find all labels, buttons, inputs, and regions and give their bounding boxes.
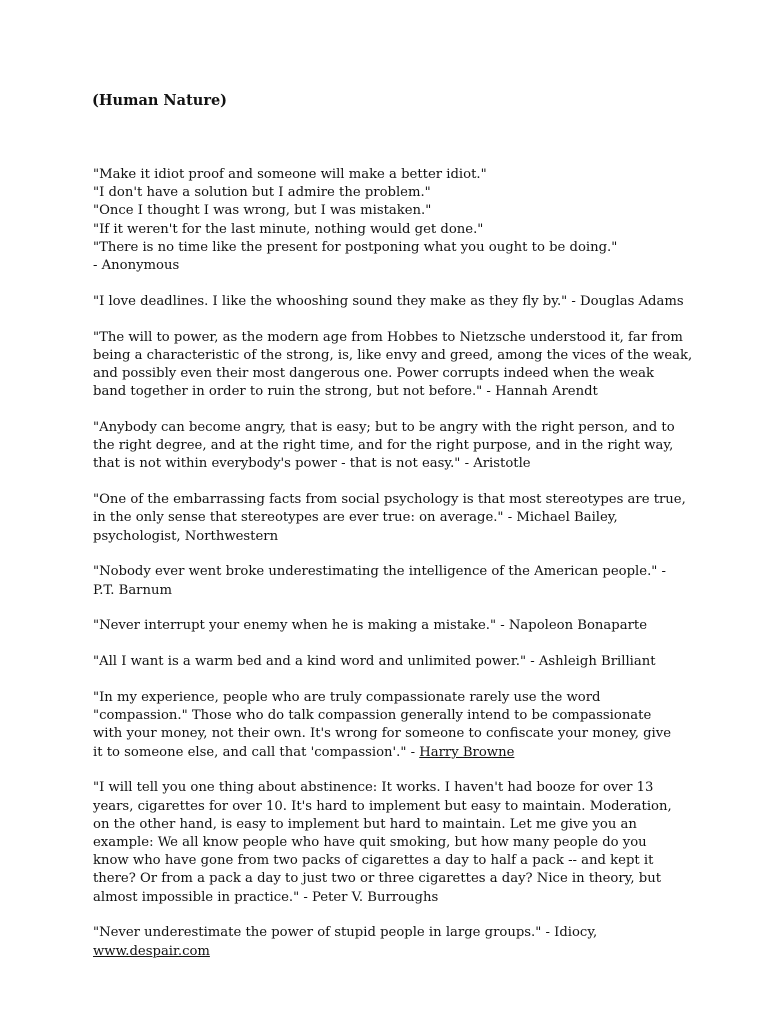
quote-line: and possibly even their most dangerous one. Power corrupts indeed when the weak bbox=[93, 366, 654, 382]
quote-line: psychologist, Northwestern bbox=[93, 528, 279, 544]
quote-line: "Anybody can become angry, that is easy; but to be angry with the right person, and to bbox=[93, 420, 675, 436]
quote-line: "I don't have a solution but I admire the problem." bbox=[93, 185, 431, 201]
page-title: (Human Nature) bbox=[92, 92, 228, 109]
quote-text: it to someone else, and call that 'compassion'." - bbox=[93, 744, 420, 760]
quote-line: being a characteristic of the strong, is, like envy and greed, among the vices of the weak, bbox=[93, 347, 693, 363]
quote-line: P.T. Barnum bbox=[93, 582, 172, 598]
quote-line bbox=[93, 943, 683, 961]
quote-paragraph bbox=[93, 653, 683, 671]
quote-line: on the other hand, is easy to implement but hard to maintain. Let me give you an bbox=[93, 816, 637, 832]
quote-line: know who have gone from two packs of cigarettes a day to half a pack -- and kept it bbox=[93, 853, 654, 869]
quote-line: there? Or from a pack a day to just two or three cigarettes a day? Nice in theory, but bbox=[93, 871, 661, 887]
quote-attribution: - Anonymous bbox=[93, 258, 180, 274]
quote-line bbox=[93, 744, 683, 762]
quote-line: "Once I thought I was wrong, but I was mistaken." bbox=[93, 203, 432, 219]
quote-line: "There is no time like the present for postponing what you ought to be doing." bbox=[93, 239, 618, 255]
quote-paragraph bbox=[93, 924, 683, 960]
quote-line: "In my experience, people who are truly compassionate rarely use the word bbox=[93, 690, 601, 706]
quote-line: "compassion." Those who do talk compassion generally intend to be compassionate bbox=[93, 708, 652, 724]
author-link-harry-browne[interactable]: Harry Browne bbox=[419, 744, 515, 760]
website-link-despair[interactable]: www.despair.com bbox=[93, 943, 210, 959]
quote-line: "Make it idiot proof and someone will make a better idiot." bbox=[93, 167, 487, 182]
quote-line: almost impossible in practice." - Peter V. Burroughs bbox=[93, 889, 439, 905]
quote-list bbox=[93, 166, 693, 978]
quote-line: years, cigarettes for over 10. It's hard to implement but easy to maintain. Moderation, bbox=[93, 798, 672, 814]
quote-line: "If it weren't for the last minute, nothing would get done." bbox=[93, 221, 484, 237]
quote-line: "Never underestimate the power of stupid people in large groups." - Idiocy, bbox=[93, 925, 598, 941]
quote-paragraph bbox=[93, 563, 683, 599]
quote-line: "Nobody ever went broke underestimating the intelligence of the American people." - bbox=[93, 564, 666, 580]
quote-paragraph bbox=[93, 779, 683, 906]
quote-paragraph bbox=[93, 419, 683, 474]
quote-line: that is not within everybody's power - that is not easy." - Aristotle bbox=[93, 456, 531, 472]
quote-line: "I will tell you one thing about abstinence: It works. I haven't had booze for over 13 bbox=[93, 780, 654, 796]
quote-paragraph bbox=[93, 491, 686, 546]
quote-paragraph bbox=[93, 329, 693, 402]
quote-paragraph bbox=[93, 293, 683, 311]
quote-line: "I love deadlines. I like the whooshing sound they make as they fly by." - Douglas Adams bbox=[93, 293, 684, 309]
quote-line: example: We all know people who have quit smoking, but how many people do you bbox=[93, 835, 647, 851]
quote-line: with your money, not their own. It's wrong for someone to confiscate your money, give bbox=[93, 726, 672, 742]
quote-line: "The will to power, as the modern age from Hobbes to Nietzsche understood it, far from bbox=[93, 329, 683, 345]
quote-paragraph bbox=[93, 617, 683, 635]
quote-line: "Never interrupt your enemy when he is making a mistake." - Napoleon Bonaparte bbox=[93, 618, 648, 634]
quote-line: in the only sense that stereotypes are ever true: on average." - Michael Bailey, bbox=[93, 510, 618, 526]
quote-line: "One of the embarrassing facts from social psychology is that most stereotypes are true, bbox=[93, 492, 686, 508]
quote-line: band together in order to ruin the strong, but not before." - Hannah Arendt bbox=[93, 384, 598, 400]
quote-paragraph bbox=[93, 689, 683, 762]
quote-line: "All I want is a warm bed and a kind word and unlimited power." - Ashleigh Brilliant bbox=[93, 654, 656, 670]
quote-line: the right degree, and at the right time, and for the right purpose, and in the right way, bbox=[93, 438, 674, 454]
quote-paragraph bbox=[93, 166, 683, 275]
